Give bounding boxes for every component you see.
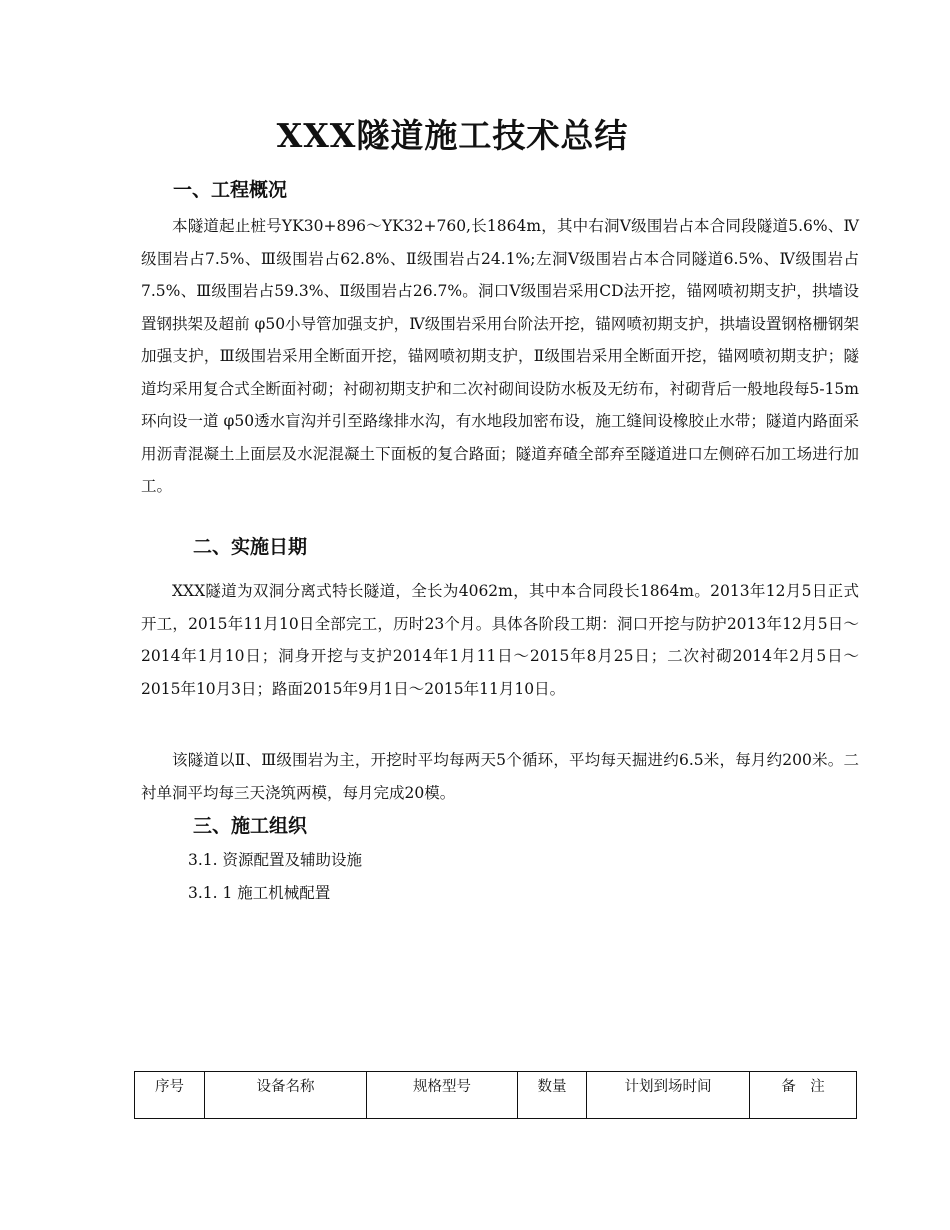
- paragraph-schedule: XXX隧道为双洞分离式特长隧道，全长为4062m，其中本合同段长1864m。2013年12月5日正式开工，2015年11月10日全部完工，历时23个月。具体各阶段工期：洞口开挖与防护2013年12月5日～2014年1月10日；洞身开挖与支护2014年1月11日～2015年8月25日；二次衬砌2014年2月5日～2015年10月3日；路面2015年9月1日～2015年11月10日。: [141, 582, 859, 698]
- section-heading-overview: 一、工程概况: [173, 179, 288, 201]
- section-heading-schedule: 二、实施日期: [193, 536, 308, 558]
- equipment-table-header-row: [135, 1072, 857, 1119]
- paragraph-overview: 本隧道起止桩号YK30+896～YK32+760,长1864m，其中右洞Ⅴ级围岩占本合同段隧道5.6%、Ⅳ级围岩占7.5%、Ⅲ级围岩占62.8%、Ⅱ级围岩占24.1%;左洞Ⅴ级围岩占本合同隧道6.5%、Ⅳ级围岩占7.5%、Ⅲ级围岩占59.3%、Ⅱ级围岩占26.7%。洞口Ⅴ级围岩采用CD法开挖，锚网喷初期支护，拱墙设置钢拱架及超前 φ50小导管加强支护，Ⅳ级围岩采用台阶法开挖，锚网喷初期支护，拱墙设置钢格栅钢架加强支护，Ⅲ级围岩采用全断面开挖，锚网喷初期支护，Ⅱ级围岩采用全断面开挖，锚网喷初期支护；隧道均采用复合式全断面衬砌；衬砌初期支护和二次衬砌间设防水板及无纺布，衬砌背后一般地段每5-15m环向设一道 φ50透水盲沟并引至路缘排水沟，有水地段加密布设，施工缝间设橡胶止水带；隧道内路面采用沥青混凝土上面层及水泥混凝土下面板的复合路面；隧道弃碴全部弃至隧道进口左侧碎石加工场进行加工。: [141, 217, 859, 495]
- subheading-machinery-allocation: 3.1. 1 施工机械配置: [188, 884, 331, 902]
- paragraph-progress-rate: 该隧道以Ⅱ、Ⅲ级围岩为主，开挖时平均每两天5个循环，平均每天掘进约6.5米，每月约200米。二衬单洞平均每三天浇筑两模，每月完成20模。: [141, 751, 859, 802]
- column-header-serial-number: 序号: [135, 1072, 205, 1119]
- column-header-equipment-name: 设备名称: [205, 1072, 367, 1119]
- column-header-planned-arrival: 计划到场时间: [587, 1072, 750, 1119]
- section-heading-organization: 三、施工组织: [193, 815, 308, 837]
- column-header-model-spec: 规格型号: [367, 1072, 518, 1119]
- column-header-quantity: 数量: [518, 1072, 587, 1119]
- document-title: XXX隧道施工技术总结: [276, 116, 629, 155]
- subheading-resource-allocation: 3.1. 资源配置及辅助设施: [188, 851, 363, 869]
- equipment-table: [134, 1071, 857, 1119]
- column-header-remarks: 备 注: [750, 1072, 857, 1119]
